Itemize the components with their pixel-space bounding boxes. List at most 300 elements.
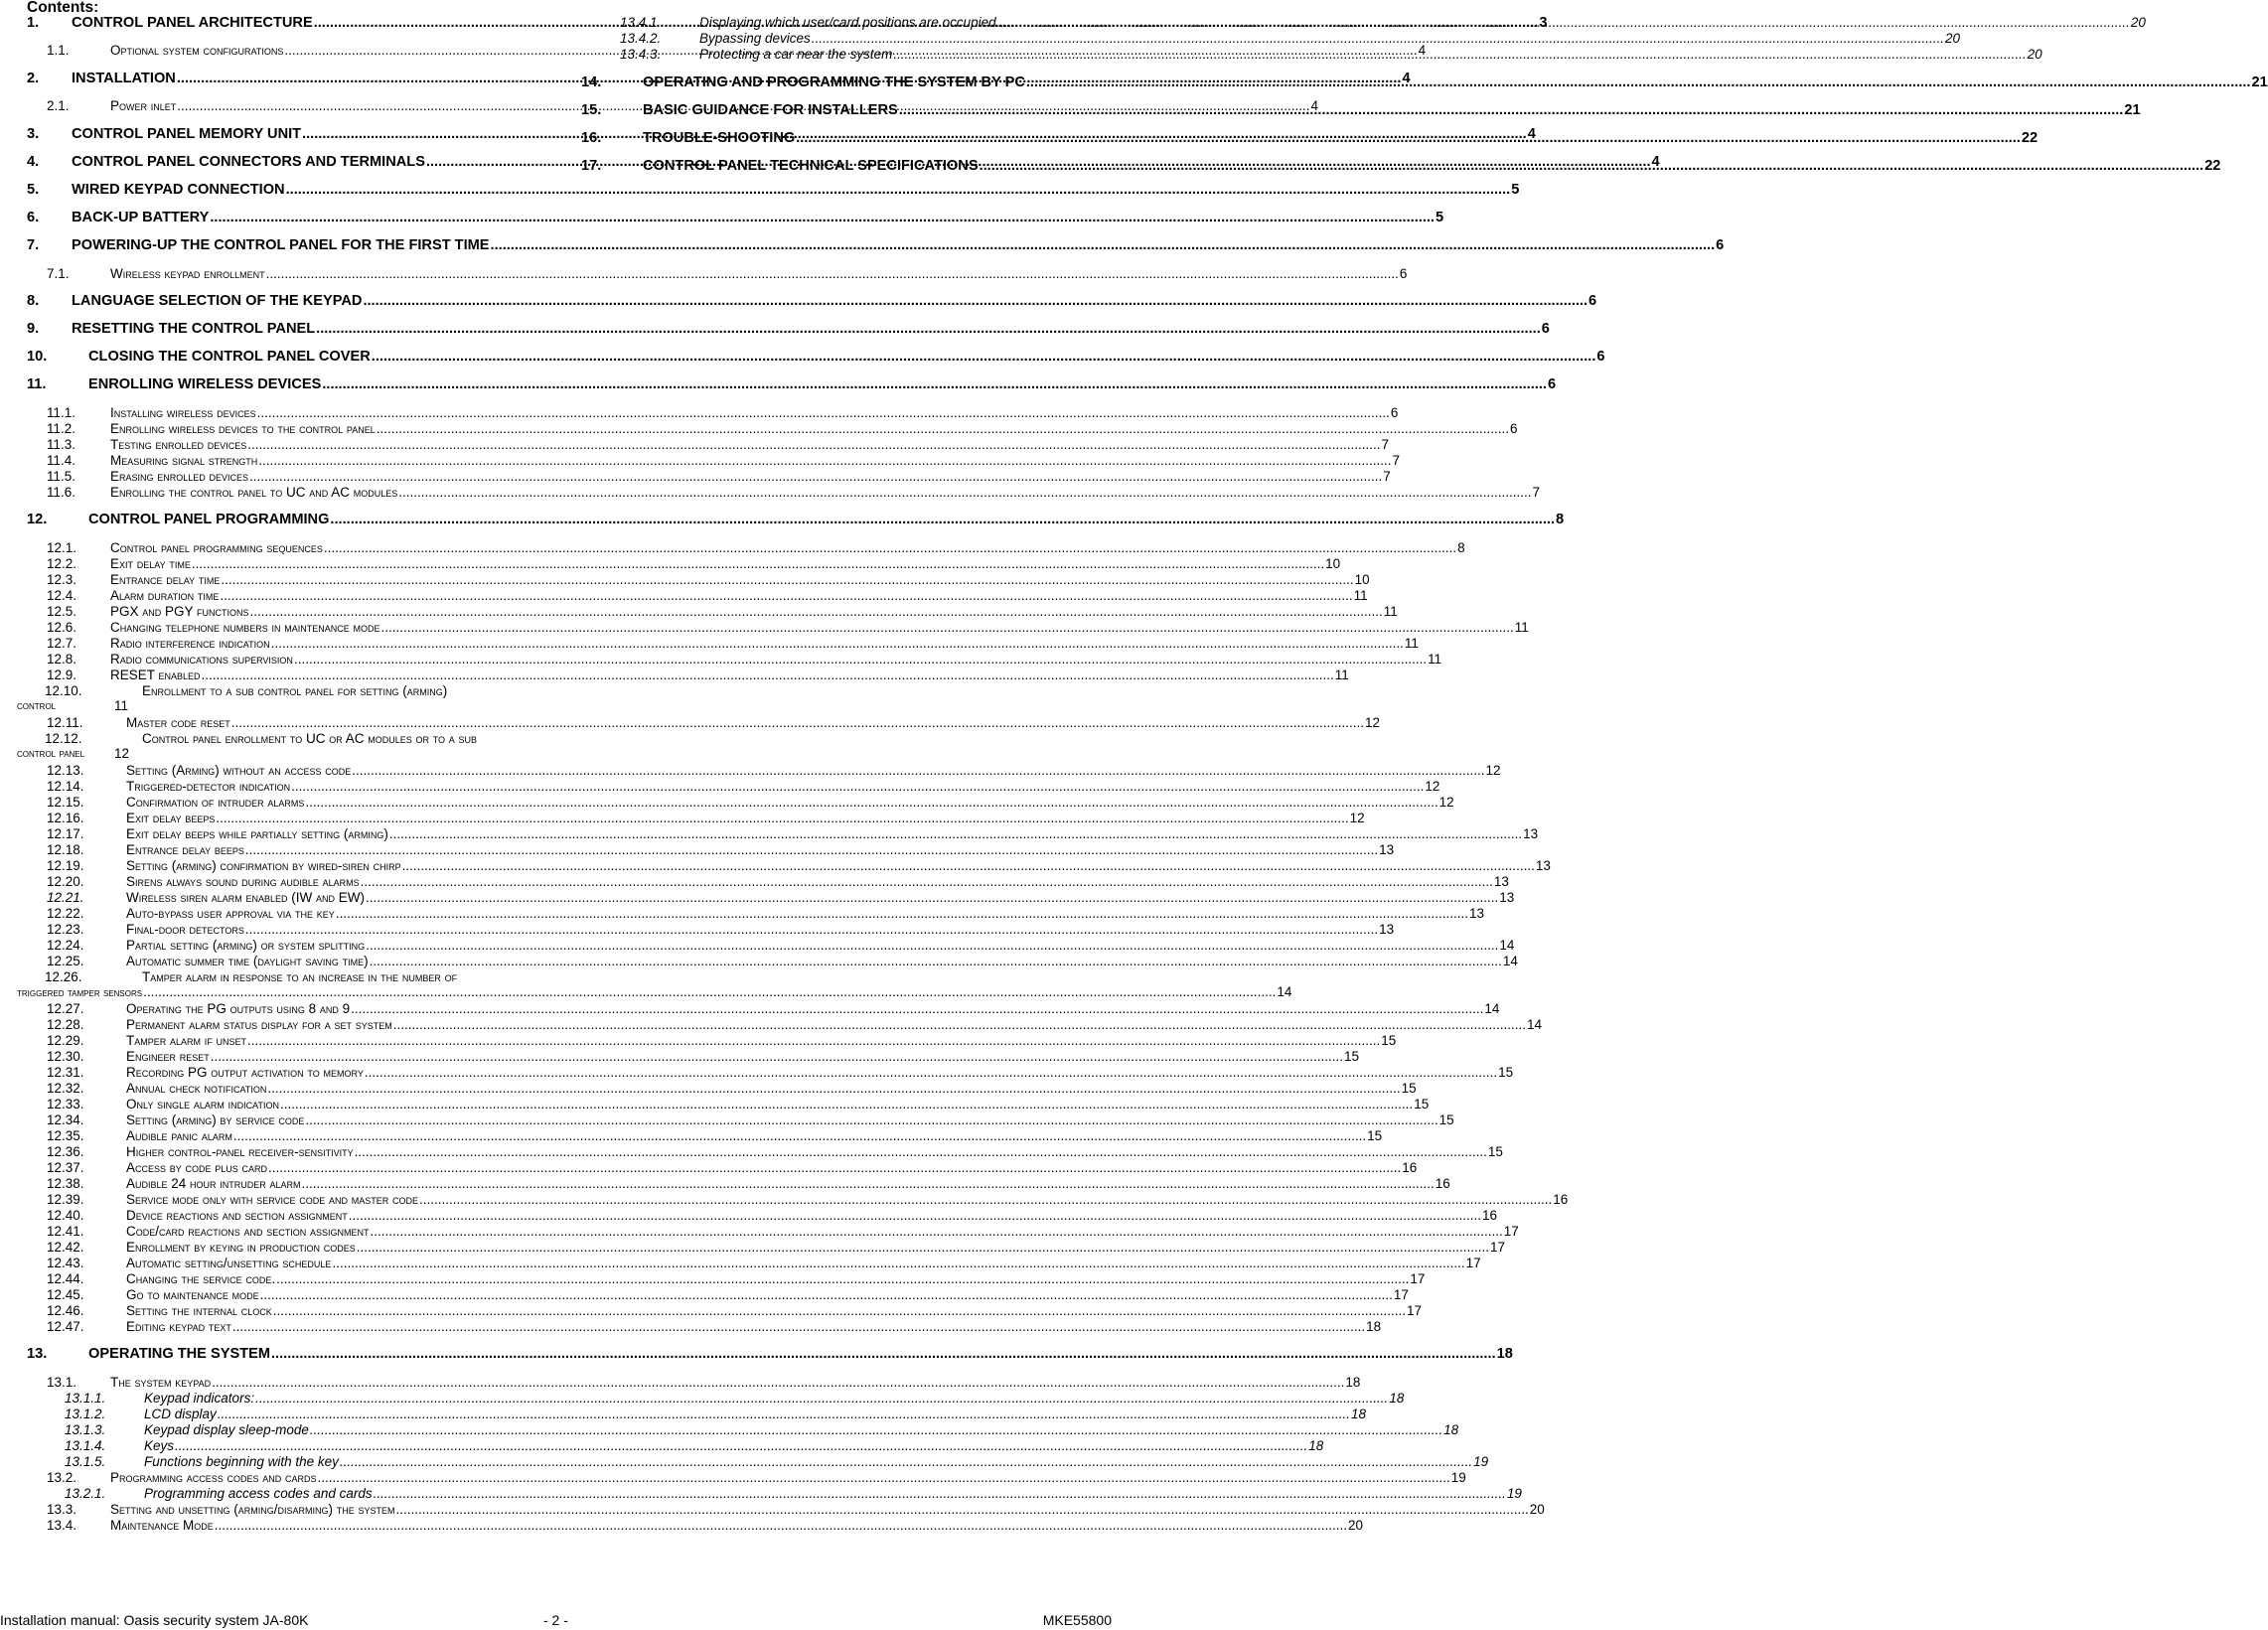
dot-leader: [893, 47, 2026, 62]
toc-entry-number: 14.: [581, 74, 602, 90]
toc-entry-page: 6: [1399, 266, 1408, 281]
toc-entry-page: 3: [1539, 15, 1548, 31]
toc-entry-title-cont: control: [17, 698, 57, 712]
toc-entry[interactable]: [27, 652, 1442, 667]
toc-entry-title: CLOSING THE CONTROL PANEL COVER: [88, 349, 371, 365]
toc-entry-page: 4: [1418, 43, 1427, 58]
toc-entry-number: 12.43.: [47, 1256, 84, 1270]
contents-heading: Contents:: [27, 0, 99, 16]
toc-entry[interactable]: [27, 1097, 1430, 1112]
toc-entry[interactable]: [27, 1518, 1364, 1534]
toc-entry[interactable]: [582, 15, 2146, 31]
toc-entry-page: 19: [1473, 1454, 1489, 1469]
toc-entry[interactable]: [27, 1271, 1426, 1287]
toc-entry-number: 13.1.1.: [65, 1391, 106, 1406]
toc-entry-number: 12.14.: [47, 779, 84, 794]
toc-entry[interactable]: [27, 779, 1440, 795]
toc-entry-number: 12.17.: [47, 826, 84, 841]
dot-leader: [192, 556, 1324, 571]
footer-doc-code: MKE55800: [1042, 1612, 1112, 1628]
toc-entry-page: 16: [1482, 1208, 1498, 1223]
toc-entry-number: 12.31.: [47, 1065, 84, 1080]
dot-leader: [322, 376, 1547, 392]
toc-entry-title: Testing enrolled devices: [110, 437, 247, 452]
toc-entry-title: Functions beginning with the key: [144, 1454, 339, 1469]
toc-entry-number: 12.46.: [47, 1303, 84, 1318]
toc-entry[interactable]: [17, 969, 1292, 999]
dot-leader: [402, 858, 1535, 873]
footer-page-number: - 2 -: [543, 1612, 568, 1628]
toc-entry[interactable]: [27, 293, 1597, 311]
toc-entry[interactable]: [27, 890, 1515, 906]
toc-entry-number: 7.: [27, 237, 40, 253]
toc-entry-number: 12.33.: [47, 1097, 84, 1111]
toc-entry-page: 22: [2021, 130, 2039, 146]
toc-entry-page: 11: [1353, 588, 1368, 603]
toc-entry[interactable]: [27, 1256, 1481, 1271]
dot-leader: [1026, 74, 2251, 90]
dot-leader: [997, 15, 2130, 30]
toc-entry-page: 13: [1535, 858, 1551, 873]
toc-entry-number: 8.: [27, 293, 40, 309]
dot-leader: [220, 588, 1352, 603]
toc-entry[interactable]: [27, 604, 1398, 620]
toc-entry[interactable]: [27, 842, 1395, 858]
dot-leader: [366, 890, 1498, 905]
toc-entry-title: Maintenance Mode: [110, 1518, 214, 1533]
toc-entry[interactable]: [27, 874, 1509, 890]
toc-entry-number: 12.19.: [47, 858, 84, 873]
dot-leader: [305, 1112, 1437, 1127]
toc-entry-page: 13: [1523, 826, 1539, 841]
toc-entry[interactable]: [27, 795, 1454, 811]
toc-entry-page: 10: [1325, 556, 1341, 571]
toc-entry-number: 12.12.: [45, 731, 82, 746]
dot-leader: [389, 826, 1522, 841]
toc-entry-number: 3.: [27, 126, 40, 142]
toc-entry-page: 12: [1438, 795, 1454, 810]
toc-entry-title: Higher control-panel receiver-sensitivity: [126, 1144, 354, 1159]
toc-entry-page: 20: [2130, 15, 2146, 30]
dot-leader: [218, 1407, 1350, 1421]
toc-entry[interactable]: [27, 1240, 1506, 1256]
toc-entry-page: 17: [1407, 1303, 1423, 1318]
dot-leader: [361, 874, 1493, 889]
footer-title: Installation manual: Oasis security system JA-80K: [0, 1612, 309, 1628]
toc-entry-number: 7.1.: [47, 266, 70, 281]
dot-leader: [266, 266, 1399, 281]
toc-entry-number: 16.: [581, 130, 602, 146]
toc-entry-page: 12: [1349, 811, 1365, 825]
toc-entry[interactable]: [27, 556, 1341, 572]
toc-entry[interactable]: [582, 47, 2042, 63]
toc-entry-title: Wireless siren alarm enabled (IW and EW): [126, 890, 366, 905]
toc-entry-number: 12.30.: [47, 1049, 84, 1064]
dot-leader: [371, 1224, 1503, 1239]
dot-leader: [294, 652, 1427, 667]
toc-entry-title: RESET enabled: [110, 667, 201, 682]
toc-entry[interactable]: [27, 1346, 1513, 1364]
dot-leader: [381, 620, 1514, 635]
toc-entry[interactable]: [27, 453, 1401, 469]
toc-entry-title: Setting (arming) confirmation by wired-siren chirp: [126, 858, 401, 873]
toc-entry[interactable]: [17, 731, 533, 761]
toc-entry[interactable]: [27, 1128, 1383, 1144]
toc-entry[interactable]: [27, 1208, 1498, 1224]
toc-entry-number: 12.35.: [47, 1128, 84, 1143]
toc-entry-title: RESETTING THE CONTROL PANEL: [72, 321, 316, 337]
toc-entry[interactable]: [27, 540, 1465, 556]
toc-entry[interactable]: [27, 1144, 1503, 1160]
toc-entry-number: 12.27.: [47, 1001, 84, 1016]
toc-entry-title: Measuring signal strength: [110, 453, 258, 468]
toc-entry-title-cont: triggered tamper sensors: [17, 985, 143, 999]
toc-entry-page: 12: [1365, 715, 1381, 730]
toc-entry[interactable]: [27, 1160, 1418, 1176]
toc-entry-number: 12.36.: [47, 1144, 84, 1159]
toc-entry-number: 12.4.: [47, 588, 77, 603]
toc-entry-page: 6: [1547, 376, 1557, 392]
toc-entry-title: Enrolling wireless devices to the control panel: [110, 421, 376, 436]
toc-entry-page: 13: [1379, 922, 1395, 937]
toc-entry-number: 12.11.: [47, 715, 83, 730]
toc-entry-title: TROUBLE-SHOOTING: [643, 130, 796, 146]
dot-leader: [324, 540, 1456, 555]
toc-entry-page: 7: [1381, 437, 1390, 452]
toc-entry-page: 8: [1556, 512, 1565, 527]
dot-leader: [366, 938, 1498, 953]
toc-entry-title: CONTROL PANEL CONNECTORS AND TERMINALS: [72, 154, 425, 170]
toc-entry-page: 16: [1553, 1192, 1569, 1207]
toc-entry-number: 12.7.: [47, 636, 77, 651]
dot-leader: [249, 469, 1382, 484]
toc-entry-page: 17: [1490, 1240, 1506, 1255]
toc-entry[interactable]: [27, 1438, 1324, 1454]
toc-entry[interactable]: [27, 1375, 1361, 1391]
toc-entry-title: Partial setting (arming) or system splitting: [126, 938, 366, 953]
toc-entry-number: 13.4.2.: [620, 31, 662, 46]
toc-entry-number: 12.42.: [47, 1240, 84, 1255]
toc-entry[interactable]: [27, 321, 1550, 339]
toc-entry[interactable]: [27, 1470, 1466, 1486]
dot-leader: [245, 842, 1378, 857]
toc-entry-number: 13.1.2.: [65, 1407, 106, 1421]
toc-entry-number: 12.8.: [47, 652, 77, 667]
toc-entry-number: 12.26.: [45, 969, 82, 984]
dot-leader: [363, 293, 1588, 309]
toc-entry-number: 12.28.: [47, 1017, 84, 1032]
dot-leader: [247, 1033, 1380, 1048]
toc-entry-page: 7: [1532, 485, 1540, 500]
toc-entry[interactable]: [17, 683, 533, 713]
dot-leader: [211, 1049, 1343, 1064]
toc-entry[interactable]: [27, 1422, 1459, 1438]
toc-entry-title: LCD display: [144, 1407, 217, 1421]
toc-entry-number: 12.6.: [47, 620, 77, 635]
toc-entry-page: 20: [1945, 31, 1961, 46]
toc-entry-title: Radio communications supervision: [110, 652, 293, 667]
toc-entry[interactable]: [27, 182, 1520, 200]
toc-entry-title: Enrolling the control panel to UC and AC modules: [110, 485, 398, 500]
toc-entry[interactable]: [27, 469, 1391, 485]
toc-entry-title: Erasing enrolled devices: [110, 469, 249, 484]
dot-leader: [271, 636, 1404, 651]
toc-entry-number: 12.21.: [47, 890, 84, 905]
toc-entry[interactable]: [27, 715, 1381, 731]
toc-entry[interactable]: [27, 1303, 1423, 1319]
toc-entry-number: 13.2.: [47, 1470, 77, 1485]
toc-entry-page: 15: [1487, 1144, 1503, 1159]
dot-leader: [336, 906, 1468, 921]
toc-entry-number: 13.4.1.: [620, 15, 662, 30]
toc-entry-page: 18: [1345, 1375, 1361, 1390]
dot-leader: [355, 1144, 1487, 1159]
toc-entry[interactable]: [27, 1407, 1367, 1422]
toc-entry-title: Automatic setting/unsetting schedule: [126, 1256, 332, 1270]
toc-entry-number: 11.4.: [47, 453, 76, 468]
toc-entry-page: 16: [1435, 1176, 1450, 1191]
toc-entry-page: 18: [1389, 1391, 1405, 1406]
toc-entry-title: CONTROL PANEL MEMORY UNIT: [72, 126, 302, 142]
toc-entry[interactable]: [27, 1391, 1405, 1407]
toc-entry-title: Bypassing devices: [699, 31, 811, 46]
toc-entry-title: CONTROL PANEL TECHNICAL SPECIFICATIONS: [643, 158, 979, 174]
dot-leader: [370, 954, 1502, 968]
dot-leader: [393, 1017, 1526, 1032]
toc-entry-page: 6: [1390, 405, 1399, 420]
toc-entry-number: 12.5.: [47, 604, 77, 619]
toc-entry-number: 11.1.: [47, 405, 76, 420]
dot-leader: [233, 1128, 1366, 1143]
toc-entry-title: Enrollment to a sub control panel for setting (arming): [142, 683, 448, 698]
toc-entry-title: WIRED KEYPAD CONNECTION: [72, 182, 285, 198]
toc-entry-page: 17: [1410, 1271, 1426, 1286]
toc-entry[interactable]: [27, 421, 1518, 437]
dot-leader: [318, 1470, 1450, 1485]
toc-entry-page: 17: [1503, 1224, 1519, 1239]
toc-entry[interactable]: [27, 1502, 1545, 1518]
toc-entry-title: POWERING-UP THE CONTROL PANEL FOR THE FIRST TIME: [72, 237, 490, 253]
toc-entry-title: Keypad indicators:: [144, 1391, 255, 1406]
toc-entry[interactable]: [27, 1033, 1397, 1049]
dot-leader: [215, 1518, 1347, 1533]
toc-entry-page: 18: [1308, 1438, 1324, 1453]
dot-leader: [255, 1391, 1388, 1406]
toc-entry-title: Entrance delay beeps: [126, 842, 244, 857]
toc-entry-page: 6: [1596, 349, 1605, 365]
toc-entry[interactable]: [27, 636, 1419, 652]
dot-leader: [340, 1454, 1472, 1469]
toc-entry[interactable]: [27, 1176, 1450, 1192]
toc-entry-title: Go to maintenance mode: [126, 1287, 259, 1302]
toc-entry-page: 11: [1428, 652, 1442, 667]
toc-entry[interactable]: [27, 1017, 1543, 1033]
toc-entry-page: 14: [1277, 984, 1292, 999]
toc-entry-page: 16: [1402, 1160, 1418, 1175]
toc-entry[interactable]: [27, 938, 1515, 954]
toc-entry-title: The system keypad: [110, 1375, 212, 1390]
toc-entry-number: 12.45.: [47, 1287, 84, 1302]
toc-entry[interactable]: [27, 485, 1540, 501]
toc-entry-title: Setting (arming) by service code: [126, 1112, 305, 1127]
toc-entry[interactable]: [27, 763, 1501, 779]
toc-entry[interactable]: [27, 858, 1551, 874]
dot-leader: [202, 667, 1334, 682]
toc-entry-title: BACK-UP BATTERY: [72, 210, 210, 225]
toc-entry[interactable]: [27, 811, 1365, 826]
toc-entry-title: Confirmation of intruder alarms: [126, 795, 305, 810]
toc-entry-title: PGX and PGY functions: [110, 604, 249, 619]
toc-entry[interactable]: [27, 1287, 1409, 1303]
toc-entry[interactable]: [27, 1065, 1514, 1081]
toc-entry[interactable]: [581, 74, 2268, 92]
toc-entry[interactable]: [27, 620, 1529, 636]
toc-entry-number: 12.29.: [47, 1033, 84, 1048]
toc-entry-number: 13.1.3.: [65, 1422, 106, 1437]
toc-entry[interactable]: [27, 1081, 1417, 1097]
toc-entry[interactable]: [27, 1112, 1454, 1128]
toc-entry[interactable]: [27, 266, 1408, 282]
toc-entry[interactable]: [27, 588, 1368, 604]
toc-entry-page: 4: [1651, 154, 1660, 170]
toc-entry[interactable]: [27, 1486, 1522, 1502]
dot-leader: [258, 453, 1391, 468]
toc-entry-number: 15.: [581, 102, 602, 118]
toc-entry-page: 12: [114, 746, 130, 761]
toc-entry-title: Sirens always sound during audible alarms: [126, 874, 360, 889]
dot-leader: [175, 1438, 1307, 1453]
dot-leader: [231, 715, 1364, 730]
toc-entry-number: 12.44.: [47, 1271, 84, 1286]
toc-entry-number: 12.9.: [47, 667, 77, 682]
toc-entry-title: Exit delay beeps while partially setting (arming): [126, 826, 388, 841]
toc-entry-page: 20: [2027, 47, 2042, 62]
toc-entry[interactable]: [27, 405, 1399, 421]
toc-entry-page: 15: [1401, 1081, 1417, 1096]
dot-leader: [330, 512, 1555, 527]
toc-entry[interactable]: [27, 906, 1485, 922]
toc-entry-title: Keys: [144, 1438, 175, 1453]
toc-entry[interactable]: [581, 158, 2221, 176]
toc-entry-page: 18: [1351, 1407, 1367, 1421]
page-footer: [0, 1612, 1114, 1630]
toc-entry[interactable]: [27, 1192, 1569, 1208]
toc-entry-title: Service mode only with service code and master code: [126, 1192, 419, 1207]
toc-entry-number: 11.5.: [47, 469, 76, 484]
toc-entry[interactable]: [27, 437, 1390, 453]
dot-leader: [365, 1065, 1497, 1080]
toc-entry-title: Power inlet: [110, 98, 177, 113]
toc-entry-number: 2.1.: [47, 98, 70, 113]
toc-entry-title: Code/card reactions and section assignment: [126, 1224, 370, 1239]
toc-entry-title: Auto-bypass user approval via the key: [126, 906, 335, 921]
toc-entry[interactable]: [27, 1454, 1489, 1470]
toc-entry-title: Enrollment by keying in production codes: [126, 1240, 356, 1255]
dot-leader: [232, 1319, 1365, 1334]
dot-leader: [273, 1303, 1406, 1318]
toc-entry-number: 12.15.: [47, 795, 84, 810]
toc-entry[interactable]: [27, 210, 1444, 227]
toc-entry-page: 13: [1499, 890, 1515, 905]
toc-entry-page: 18: [1443, 1422, 1459, 1437]
toc-entry-number: 12.22.: [47, 906, 84, 921]
toc-entry-title: Radio interference indication: [110, 636, 270, 651]
toc-entry-number: 12.23.: [47, 922, 84, 937]
toc-entry-page: 14: [1527, 1017, 1543, 1032]
toc-entry[interactable]: [27, 1224, 1519, 1240]
toc-entry-title: Recording PG output activation to memory: [126, 1065, 364, 1080]
toc-entry-number: 12.40.: [47, 1208, 84, 1223]
toc-entry-page: 20: [1348, 1518, 1364, 1533]
toc-entry-title: Control panel programming sequences: [110, 540, 323, 555]
toc-entry-number: 12.39.: [47, 1192, 84, 1207]
toc-entry-title: Setting (Arming) without an access code: [126, 763, 352, 778]
toc-entry-title: Entrance delay time: [110, 572, 221, 587]
toc-entry[interactable]: [27, 572, 1370, 588]
toc-entry[interactable]: [581, 102, 2141, 120]
dot-leader: [351, 1001, 1483, 1016]
toc-entry-page: 12: [1485, 763, 1501, 778]
toc-entry-number: 13.1.5.: [65, 1454, 106, 1469]
toc-entry-title: Final-door detectors: [126, 922, 244, 937]
toc-entry-number: 17.: [581, 158, 602, 174]
toc-entry-number: 10.: [27, 349, 48, 365]
toc-entry[interactable]: [27, 954, 1518, 969]
toc-entry[interactable]: [27, 1049, 1360, 1065]
toc-entry-number: 4.: [27, 154, 40, 170]
toc-entry-page: 7: [1392, 453, 1401, 468]
toc-entry-title: INSTALLATION: [72, 71, 176, 86]
toc-entry-title: Annual check notification: [126, 1081, 267, 1096]
toc-entry[interactable]: [27, 667, 1349, 683]
dot-leader: [419, 1192, 1552, 1207]
toc-entry-page: 15: [1367, 1128, 1383, 1143]
toc-entry-title: Installing wireless devices: [110, 405, 256, 420]
toc-entry[interactable]: [27, 922, 1395, 938]
toc-entry-number: 1.1.: [47, 43, 70, 58]
toc-entry[interactable]: [27, 512, 1565, 529]
toc-entry-title: Displaying which user/card positions are occupied: [699, 15, 996, 30]
dot-leader: [245, 922, 1378, 937]
toc-entry[interactable]: [27, 1001, 1500, 1017]
dot-leader: [377, 421, 1509, 436]
toc-entry-title: Keypad display sleep-mode: [144, 1422, 309, 1437]
dot-leader: [332, 1256, 1464, 1270]
toc-entry-title: Audible panic alarm: [126, 1128, 232, 1143]
toc-entry[interactable]: [27, 349, 1605, 367]
toc-entry[interactable]: [27, 1319, 1382, 1335]
dot-leader: [271, 1346, 1496, 1362]
toc-entry[interactable]: [581, 130, 2039, 148]
toc-entry-page: 18: [1366, 1319, 1382, 1334]
toc-entry-number: 12.3.: [47, 572, 77, 587]
toc-entry-page: 22: [2204, 158, 2221, 174]
toc-entry[interactable]: [27, 237, 1725, 255]
toc-entry[interactable]: [582, 31, 1961, 47]
toc-entry-page: 6: [1541, 321, 1550, 337]
toc-entry-page: 14: [1502, 954, 1518, 968]
toc-entry[interactable]: [27, 376, 1557, 394]
toc-entry-page: 17: [1465, 1256, 1481, 1270]
toc-entry-page: 15: [1438, 1112, 1454, 1127]
toc-entry-number: 12.2.: [47, 556, 77, 571]
toc-entry-title: Editing keypad text: [126, 1319, 231, 1334]
toc-entry-number: 11.3.: [47, 437, 76, 452]
toc-entry-number: 12.13.: [47, 763, 84, 778]
toc-entry-page: 19: [1450, 1470, 1466, 1485]
toc-entry-number: 11.2.: [47, 421, 76, 436]
toc-entry[interactable]: [27, 826, 1539, 842]
